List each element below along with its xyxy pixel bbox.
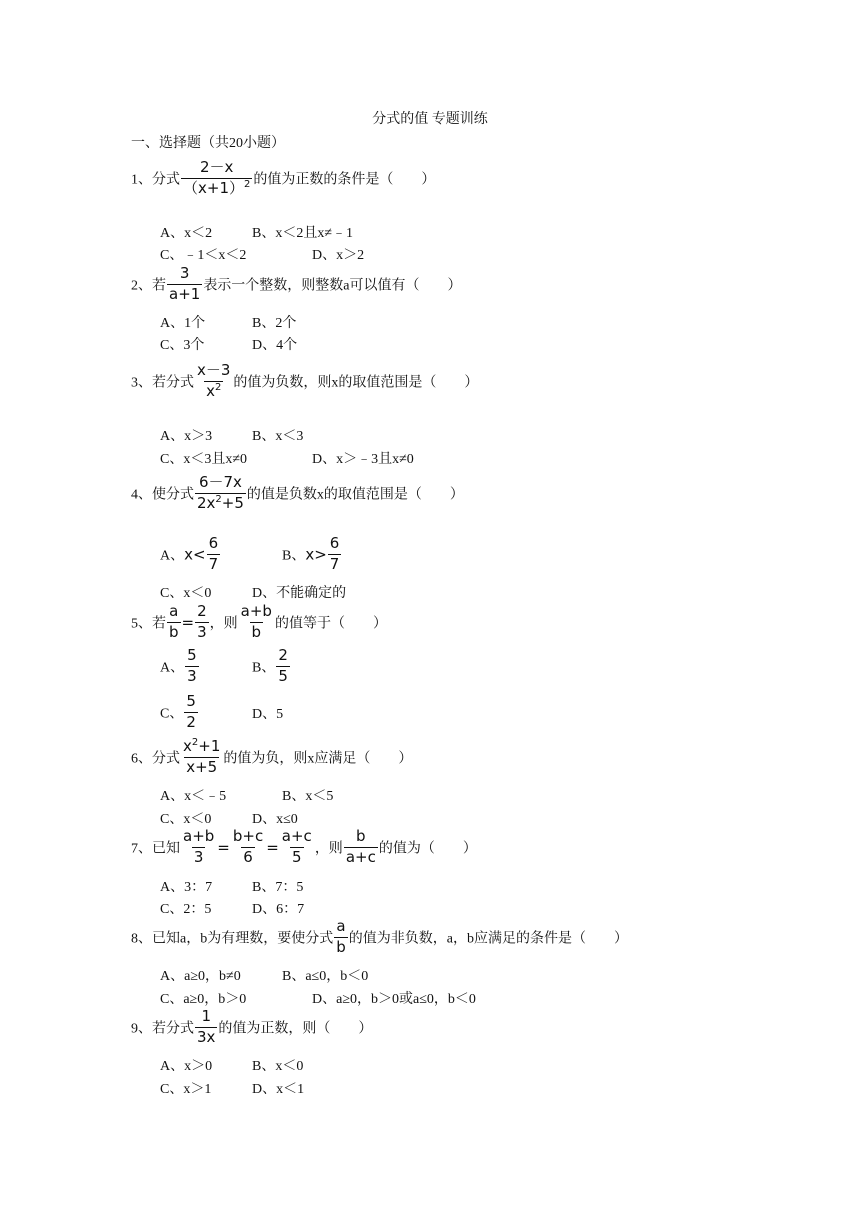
question-text: 9、若分式	[131, 1021, 194, 1037]
question-text: 的值是负数x的取值范围是（ ）	[246, 487, 464, 503]
fraction: $\frac{6}{7}$	[208, 534, 219, 573]
option-a[interactable]: A、1个	[160, 316, 206, 331]
question-text: 2、若	[131, 278, 166, 294]
question-5: 5、若 $\frac{a}{b}$ = $\frac{2}{3}$ ，则 $\frac{a+b}{b}$ 的值等于（ ）	[131, 602, 387, 641]
option-d[interactable]: D、5	[252, 707, 284, 722]
fraction: $\frac{6}{7}$	[329, 534, 340, 573]
option-c[interactable]: C、a≥0，b＞0	[160, 992, 247, 1007]
question-text: 表示一个整数，则整数a可以值有（ ）	[203, 278, 462, 294]
option-c[interactable]: C、x＞1	[160, 1082, 212, 1097]
fraction: $\frac{x^2+1}{x+5}$	[183, 737, 221, 776]
option-d[interactable]: D、4个	[252, 338, 298, 353]
option-b[interactable]: B、2个	[252, 316, 297, 331]
fraction: $\frac{b+c}{6}$	[232, 827, 264, 866]
question-3	[131, 363, 478, 400]
fraction: $\frac{3}{a+1}$	[169, 264, 201, 303]
question-text: 1、分式	[131, 172, 180, 188]
question-text: 7、已知	[131, 841, 180, 857]
option-b[interactable]: B、x＜0	[252, 1059, 304, 1074]
option-a[interactable]: A、x< $\frac{6}{7}$	[160, 534, 219, 573]
question-text: 的值为正数，则（ ）	[218, 1021, 373, 1037]
fraction: $\frac{2}{3}$	[197, 602, 207, 641]
question-6	[131, 739, 412, 776]
question-text: 的值为（ ）	[378, 841, 477, 857]
option-a[interactable]: A、x＜﹣5	[160, 789, 227, 804]
option-c[interactable]: C、x＜0	[160, 812, 212, 827]
page-title: 分式的值 专题训练	[372, 112, 488, 127]
option-d[interactable]: D、不能确定的	[252, 586, 347, 601]
option-b[interactable]: B、x> $\frac{6}{7}$	[282, 534, 340, 573]
fraction: $\frac{6-7x}{2x^2+5}$	[197, 473, 244, 512]
option-c[interactable]: C、﹣1＜x＜2	[160, 248, 247, 263]
question-1	[131, 160, 435, 197]
option-c[interactable]: C、x＜0	[160, 586, 212, 601]
option-c[interactable]: C、 $\frac{5}{2}$	[160, 692, 196, 731]
fraction: $\frac{x-3}{x^2}$	[197, 361, 231, 400]
question-text: 的值为负，则x应满足（ ）	[223, 751, 413, 767]
option-a[interactable]: A、x＞0	[160, 1059, 213, 1074]
option-b[interactable]: B、7：5	[252, 880, 304, 895]
question-7: 7、已知 $\frac{a+b}{3}$ = $\frac{b+c}{6}$ = $\frac{a+c}{5}$ ，则 $\frac{b}{a+c}$ 的值为（ ）	[131, 827, 477, 866]
fraction: $\frac{b}{a+c}$	[345, 827, 376, 866]
option-b[interactable]: B、a≤0，b＜0	[282, 969, 369, 984]
option-a[interactable]: A、x＜2	[160, 226, 213, 241]
question-text: 4、使分式	[131, 487, 194, 503]
question-4	[131, 475, 464, 512]
question-9	[131, 1009, 372, 1046]
question-text: 的值等于（ ）	[274, 616, 387, 632]
fraction: $\frac{2}{5}$	[278, 646, 288, 685]
option-a[interactable]: A、x＞3	[160, 429, 213, 444]
option-c[interactable]: C、3个	[160, 338, 205, 353]
option-a[interactable]: A、a≥0，b≠0	[160, 969, 241, 984]
option-b[interactable]: B、x＜3	[252, 429, 304, 444]
option-d[interactable]: D、a≥0，b＞0或a≤0，b＜0	[312, 992, 476, 1007]
fraction: $\frac{a+b}{3}$	[183, 827, 215, 866]
question-text: 8、已知a，b为有理数，要使分式	[131, 931, 334, 947]
question-8	[131, 919, 628, 956]
question-2	[131, 266, 462, 303]
fraction: $\frac{a}{b}$	[169, 602, 179, 641]
question-text: 的值为正数的条件是（ ）	[253, 172, 436, 188]
option-d[interactable]: D、x≤0	[252, 812, 298, 827]
option-c[interactable]: C、2：5	[160, 902, 212, 917]
fraction: $\frac{2-x}{(x+1)^2}$	[183, 158, 251, 197]
question-text: 的值为非负数，a，b应满足的条件是（ ）	[348, 931, 628, 947]
fraction: $\frac{1}{3x}$	[197, 1007, 216, 1046]
fraction: $\frac{a+c}{5}$	[281, 827, 312, 866]
option-b[interactable]: B、x＜2且x≠﹣1	[252, 226, 354, 241]
fraction: $\frac{a+b}{b}$	[240, 602, 272, 641]
fraction: $\frac{5}{3}$	[187, 646, 197, 685]
option-d[interactable]: D、x＞2	[312, 248, 365, 263]
fraction: $\frac{a}{b}$	[336, 917, 346, 956]
option-b[interactable]: B、x＜5	[282, 789, 334, 804]
question-text: 的值为负数，则x的取值范围是（ ）	[233, 375, 479, 391]
question-text: 3、若分式	[131, 375, 194, 391]
option-d[interactable]: D、x＜1	[252, 1082, 305, 1097]
option-d[interactable]: D、x＞﹣3且x≠0	[312, 452, 414, 467]
option-b[interactable]: B、 $\frac{2}{5}$	[252, 646, 288, 685]
fraction: $\frac{5}{2}$	[186, 692, 196, 731]
question-text: 5、若	[131, 616, 166, 632]
option-c[interactable]: C、x＜3且x≠0	[160, 452, 248, 467]
question-text: 6、分式	[131, 751, 180, 767]
option-d[interactable]: D、6：7	[252, 902, 305, 917]
section-heading: 一、选择题（共20小题）	[131, 136, 285, 151]
option-a[interactable]: A、 $\frac{5}{3}$	[160, 646, 197, 685]
option-a[interactable]: A、3：7	[160, 880, 213, 895]
